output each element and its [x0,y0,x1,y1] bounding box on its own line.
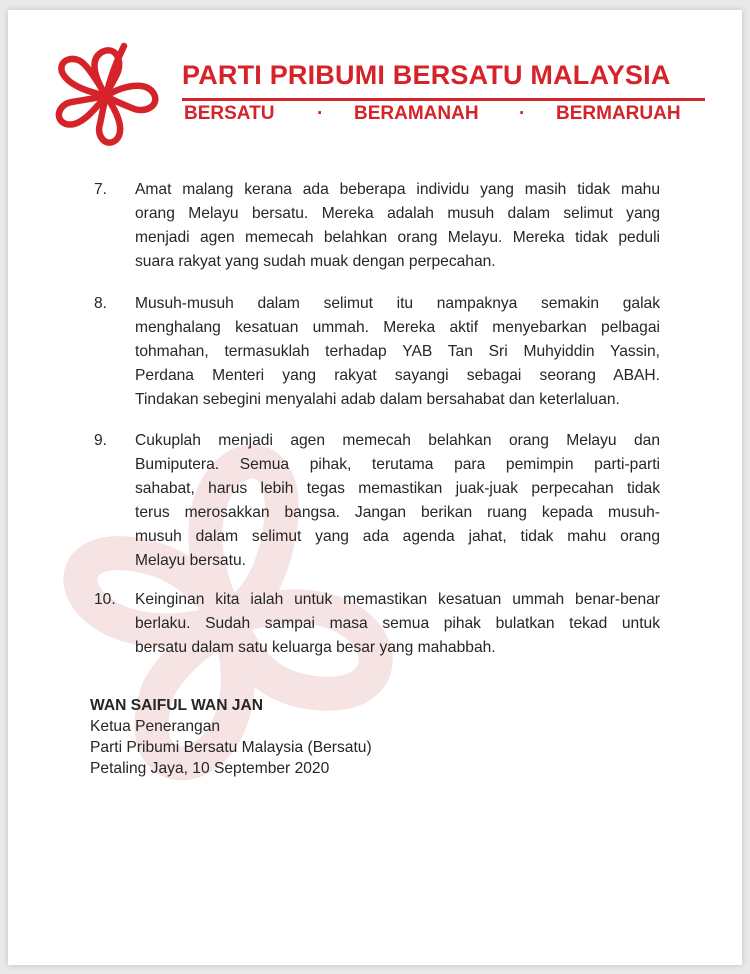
text-line: Amat malang kerana ada beberapa individu yang masih tidak mahu [135,181,660,198]
signatory-name: WAN SAIFUL WAN JAN [90,697,263,714]
motto-beramanah: BERAMANAH [354,103,479,124]
motto-bersatu: BERSATU [184,103,275,124]
party-name: PARTI PRIBUMI BERSATU MALAYSIA [182,60,671,90]
text-line: menjadi agen memecah belahkan orang Melayu. Mereka tidak peduli [135,229,660,246]
paragraph-number: 10. [94,591,116,608]
text-line: Tindakan sebegini menyalahi adab dalam bersahabat dan keterlaluan. [135,391,620,408]
header-divider [182,98,705,101]
text-line: Musuh-musuh dalam selimut itu nampaknya semakin galak [135,295,660,312]
text-line: bersatu dalam satu keluarga besar yang mahabbah. [135,639,496,656]
paragraph-text [135,178,660,274]
letterhead [8,10,742,150]
text-line: Cukuplah menjadi agen memecah belahkan orang Melayu dan [135,432,660,449]
paragraph-number: 9. [94,432,108,449]
paragraph-text [135,588,660,660]
text-line: menghalang kesatuan ummah. Mereka aktif menyebarkan pelbagai [135,319,660,336]
paragraph-number: 7. [94,181,108,198]
document-page [8,10,742,965]
text-line: orang Melayu bersatu. Mereka adalah musuh dalam selimut yang [135,205,660,222]
paragraph-text [135,429,660,573]
text-line: berlaku. Sudah sampai masa semua pihak bulatkan tekad untuk [135,615,660,632]
text-line: sahabat, harus lebih tegas memastikan juak-juak perpecahan tidak [135,480,660,497]
bunga-raya-flower-logo-icon [46,40,166,152]
text-line: tohmahan, termasuklah terhadap YAB Tan Sri Muhyiddin Yassin, [135,343,660,360]
text-line: suara rakyat yang sudah muak dengan perpecahan. [135,253,496,270]
text-line: musuh dalam selimut yang ada agenda jahat, tidak mahu orang [135,528,660,545]
place-and-date: Petaling Jaya, 10 September 2020 [90,760,330,777]
signatory-title: Ketua Penerangan [90,718,221,735]
paragraph-text [135,292,660,412]
signatory-organization: Parti Pribumi Bersatu Malaysia (Bersatu) [90,739,372,756]
text-line: Keinginan kita ialah untuk memastikan kesatuan ummah benar-benar [135,591,660,608]
motto-bermaruah: BERMARUAH [556,103,681,124]
motto-separator: · [317,103,324,124]
signature-block [90,695,372,779]
text-line: Perdana Menteri yang rakyat sayangi sebagai seorang ABAH. [135,367,660,384]
paragraph-number: 8. [94,295,108,312]
motto-separator: · [519,103,526,124]
text-line: Bumiputera. Semua pihak, terutama para pemimpin parti-parti [135,456,660,473]
text-line: Melayu bersatu. [135,552,246,569]
text-line: terus merosakkan bangsa. Jangan berikan ruang kepada musuh- [135,504,660,521]
